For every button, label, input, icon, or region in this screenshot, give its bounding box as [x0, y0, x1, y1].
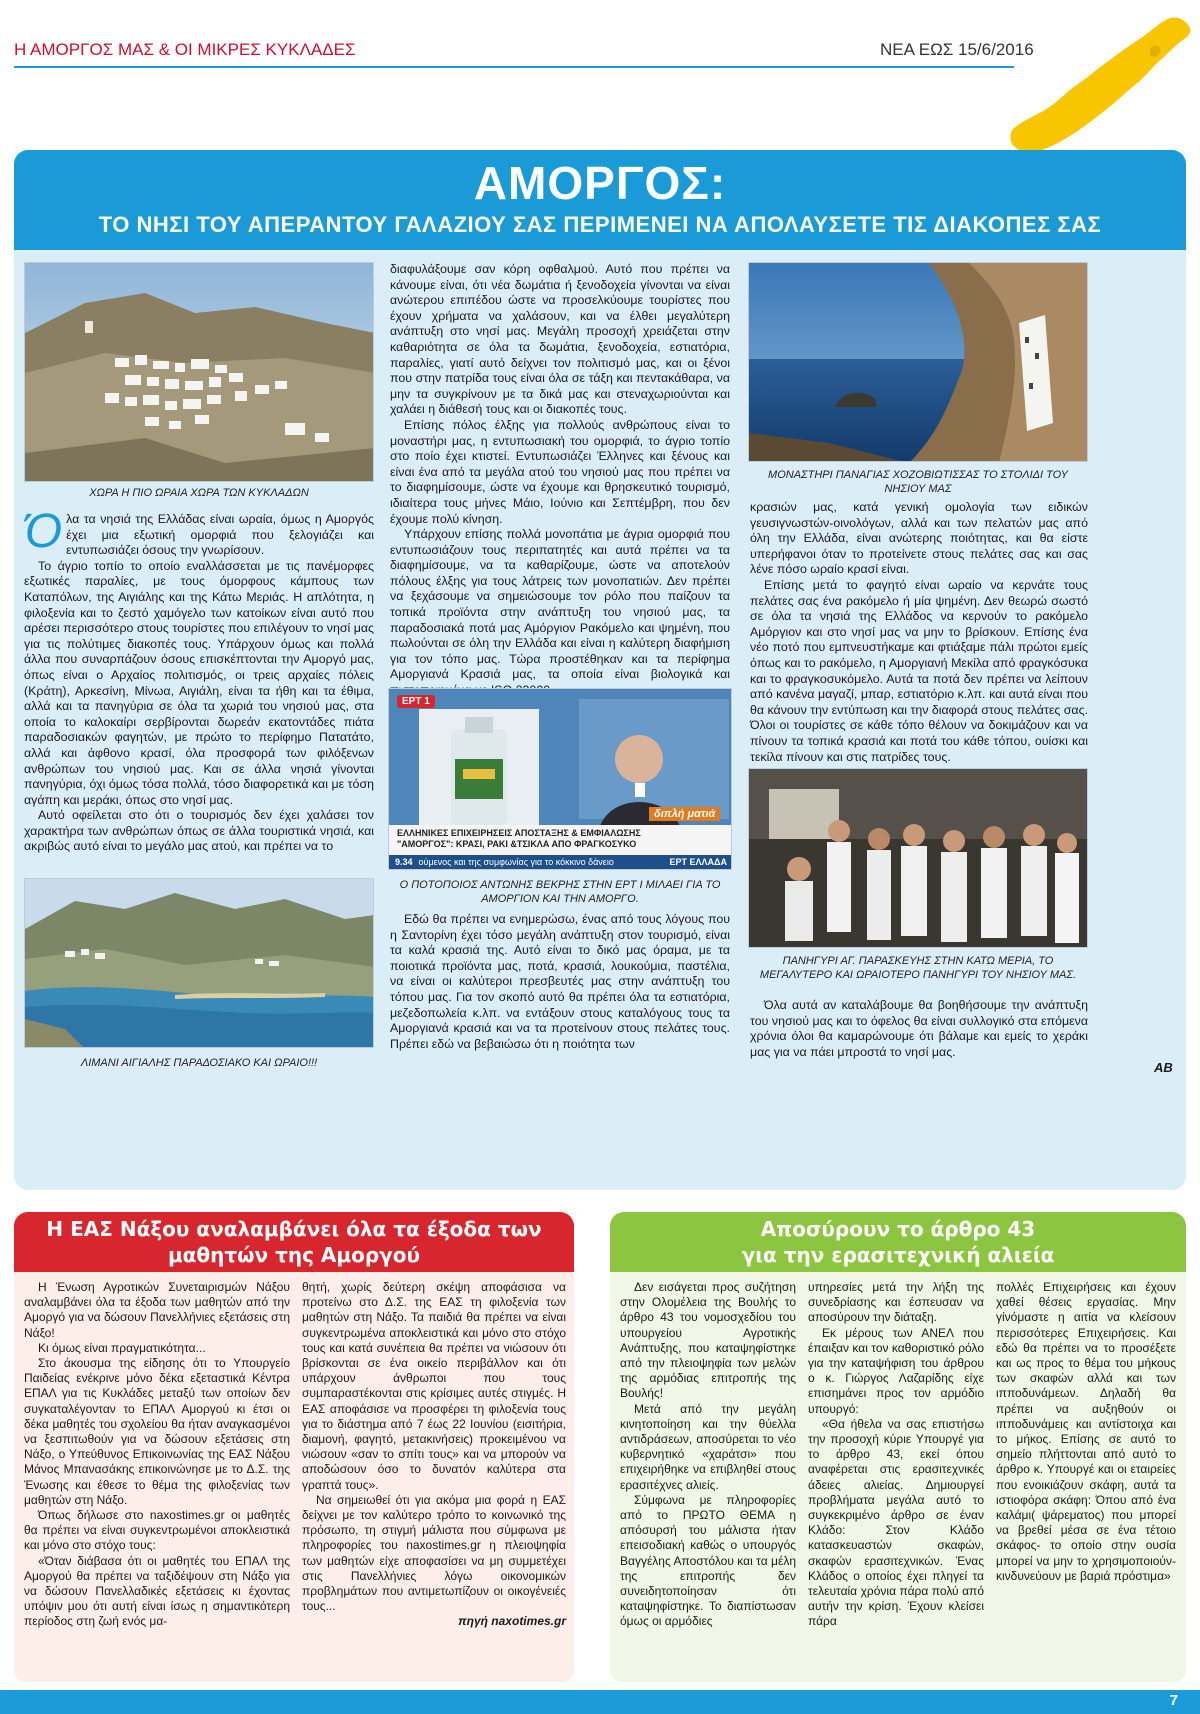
article1-title-line-1: Η ΕΑΣ Νάξου αναλαμβάνει όλα τα έξοδα των: [46, 1217, 542, 1241]
header-rule: [14, 66, 1014, 68]
feature-column-3-bottom: [750, 998, 1088, 1060]
ert-ticker-bar: [389, 855, 732, 870]
ert-ticker-line-1: ΕΛΛΗΝΙΚΕΣ ΕΠΙΧΕΙΡΗΣΕΙΣ ΑΠΟΣΤΑΞΗΣ & ΕΜΦΙΑΛΩΣΗΣ: [397, 828, 641, 838]
caption-limani: ΛΙΜΑΝΙ ΑΙΓΙΑΛΗΣ ΠΑΡΑΔΟΣΙΑΚΟ ΚΑΙ ΩΡΑΙΟ!!!: [80, 1057, 318, 1069]
col2-paragraph: Υπάρχουν επίσης πολλά μονοπάτια με άγρια ομορφιά που εντυπωσιάζουν τους περιπατητές και αυτά πρέπει να τα διαφημίσουμε, να τα καθαρίζουμε, ώστε να αποτελούν πόλους έλξης για τους λάτρεις των μονοπατιών. Δεν πρέπει να ξεχάσουμε να σημειώσουμε τον ρόλο που παίζουν τα τοπικά προϊόντα στην ανάπτυξη του νησιού μας, τα παραδοσιακά ποτά μας Αμόργιον Ρακόμελο και ψημένη, που πωλούνται σε όλη την Ελλάδα και είναι η καλύτερη διαφήμιση για τον τόπο μας. Τώρα προστέθηκαν και τα περίφημα Αμοργιανά Κρασιά μας, τα οποία είναι βιολογικά και: [390, 527, 730, 682]
article1-column-2: [302, 1280, 566, 1630]
article1-paragraph: Η Ένωση Αγροτικών Συνεταιρισμών Νάξου αναλαμβάνει όλα τα έξοδα των μαθητών από την Αμοργό για να δώσουν Πανελλήνιες εξετάσεις στη Νάξο!: [24, 1280, 290, 1340]
limani-aigialis-photo: [24, 878, 374, 1048]
page-footer-bar: [0, 1690, 1200, 1714]
article2-paragraph: υπηρεσίες μετά την λήξη της συνεδρίασης και έσπευσαν να αποσύρουν την διάταξη.: [808, 1280, 984, 1325]
article1-paragraph: Κι όμως είναι πραγματικότητα...: [38, 1340, 206, 1355]
article2-column-1: [620, 1280, 796, 1630]
page-number: 7: [1169, 1692, 1178, 1709]
article1-paragraph: «Όταν διάβασα ότι οι μαθητές του ΕΠΑΛ της Αμοργού θα πρέπει να ταξιδέψουν στη Νάξο για να δώσουν Πανελλαδικές εξετάσεις κι έχοντας υπόψιν μου ότι αυτή είναι ίσως η σημαντικότερη περίοδος στη ζωή ενός μα-: [24, 1553, 290, 1629]
caption-chora: ΧΩΡΑ Η ΠΙΟ ΩΡΑΙΑ ΧΩΡΑ ΤΩΝ ΚΥΚΛΑΔΩΝ: [89, 487, 309, 499]
feature-column-2: [390, 262, 730, 699]
col1-paragraph: Το άγριο τοπίο το οποίο εναλλάσσεται με τις πανέμορφες εξωτικές παραλίες, με τους όμορφους κάμπους των Καταπόλων, της Αιγιάλης και της Κάτω Μεριάς. Η απλότητα, η φιλοξενία και το ζεστό χαμόγελο των κατοίκων είναι αυτό που αρέσει περισσότερο στους τουρίστες που επιλέγουν το νησί μας για τις πολύτιμες διακοπές τους. Υπάρχουν όμως και πολλά άλλα που συναρπάζουν όσους επισκέπτονται την Αμοργό μας, όπως είναι ο Αρχαίος πολιτισμός, οι τρεις αρχαίες πόλεις (Κράτη), Αρκεσίνη, Μίνωα, Αιγιάλη, είναι τα ήθη και τα έθιμα, αλλά και τα πανηγύρια σε όλα τα χωριά του νησιού μας, στα οποία το καλοκαίρι σερβίρονται δωρεάν εκατοντάδες πιάτα παραδοσιακών φαγητών, με πρώτο το περίφημο Πατατάτο, αλλά και άφθονο κρασί, όλα προσφορά των φιλόξενων ανθρώπων του νησιού μας. Και σε άλλα νησιά γίνονται πανηγύρια, όχι όμως τόσα πολλά, τόσο διαφορετικά και με τόση αγάπη και μεράκι, όπως στο νησί μας.: [24, 558, 374, 807]
caption-monastiri: ΜΟΝΑΣΤΗΡΙ ΠΑΝΑΓΙΑΣ ΧΟΖΟΒΙΩΤΙΣΣΑΣ ΤΟ ΣΤΟΛΙΔΙ ΤΟΥ ΝΗΣΙΟΥ ΜΑΣ: [768, 469, 1068, 495]
ert-ticker-line-3: ούμενος και της συμφωνίας για το κόκκινο δάνειο: [418, 857, 614, 867]
article2-column-2: [808, 1280, 984, 1630]
feature-subtitle: ΤΟ ΝΗΣΙ ΤΟΥ ΑΠΕΡΑΝΤΟΥ ΓΑΛΑΖΙΟΥ ΣΑΣ ΠΕΡΙΜΕΝΕΙ ΝΑ ΑΠΟΛΑΥΣΕΤΕ ΤΙΣ ΔΙΑΚΟΠΕΣ ΣΑΣ: [98, 212, 1102, 237]
amorgos-island-map-icon: [1000, 8, 1196, 158]
header-left: [14, 40, 355, 60]
article2-headline: [610, 1212, 1186, 1272]
article1-paragraph: Όπως δήλωσε στο naxostimes.gr οι μαθητές θα πρέπει να είναι συγκεντρωμένοι αποκλειστικά και μόνο στο στόχο τους:: [24, 1508, 290, 1553]
feature-banner: [14, 150, 1186, 250]
article1-paragraph: Στο άκουσμα της είδησης ότι το Υπουργείο Παιδείας ενέκρινε μόνο δέκα εξεταστικά Κέντρα ΕΠΑΛ για τις Κυκλάδες μεταξύ των οποίων δεν συγκαταλέγονταν το ΕΠΑΛ Αμοργού κι έτσι οι δέκα μαθητές του σχολείου θα ήταν αναγκασμένοι να ξεσπιτωθούν για να δώσουν εξετάσεις στη Νάξο, ο Υπεύθυνος Επικοινωνίας της ΕΑΣ Νάξου Μάνος Μπανασάκης επικοινώνησε με το Δ.Σ. της Ένωσης και έθεσε το θέμα της φιλοξενίας των μαθητών στη Νάξο.: [24, 1356, 290, 1507]
col1-paragraph: Αυτό οφείλεται στο ότι ο τουρισμός δεν έχει χαλάσει τον χαρακτήρα των ανθρώπων όπως σε άλλα τουριστικά νησιά, και ακριβώς αυτό είναι το μεγάλο μας ατού, και πρέπει να το: [24, 808, 374, 854]
header-section: & ΟΙ ΜΙΚΡΕΣ ΚΥΚΛΑΔΕΣ: [158, 40, 356, 59]
chora-photo: [24, 262, 374, 482]
article2-paragraph: Δεν εισάγεται προς συζήτηση στην Ολομέλεια της Βουλής το άρθρο 43 του νομοσχεδίου του υπουργείου Αγροτικής Ανάπτυξης, που καταψηφίστηκε από την πλειοψηφία των μελών της αρμόδιας επιτροπής της Βουλής!: [620, 1280, 796, 1401]
col3-paragraph: κρασιών μας, κατά γενική ομολογία των ειδικών γευσιγνωστών-οινολόγων, αλλά και των πελατών μας από όλη την Ελλάδα, είναι ανώτερης ποιότητας, και θα είστε υπερήφανοι όταν το προτείνετε στους πελάτες σας και σας λένε πόσο ωραίο κρασί είναι.: [750, 500, 1088, 577]
feature-column-2-bottom: [390, 912, 730, 1052]
feature-title: ΑΜΟΡΓΟΣ:: [473, 157, 727, 209]
col1-intro: λα τα νησιά της Ελλάδας είναι ωραία, όμως η Αμοργός έχει μια εξωτική ομορφιά που ξελογιάζει και εντυπωσιάζει όσους την γνωρίσουν.: [66, 512, 374, 558]
page-header: [0, 0, 1200, 140]
col3-paragraph: Όλα αυτά αν καταλάβουμε θα βοηθήσουμε την ανάπτυξη του νησιού μας και το όφελος θα είναι συλλογικό στα επόμενα χρόνια όλοι θα καμαρώνουμε ότι βάλαμε και εμείς το χεράκι μας για να πάει μπροστά το νησί μας.: [750, 998, 1088, 1059]
header-paper-name: Η ΑΜΟΡΓΟΣ ΜΑΣ: [14, 40, 154, 59]
col3-paragraph: Επίσης μετά το φαγητό είναι ωραίο να κερνάτε τους πελάτες σας ένα ρακόμελο ή μία ψημένη. Δεν θεωρώ σωστό σε όλα τα νησιά της Ελλάδος να κερνούν το ρακόμελο Αμόργιον και στο νησί μας να μην το βρίσκουν. Επίσης ένα νέο ποτό που εμπνευστήκαμε και φτιάξαμε πάλι πρώτοι εμείς όπως και το ρακόμελο, η Αμοργιανή Μεκίλα από φραγκόσυκα και το φραγκοσυκόμελο. Αυτά τα ποτά δεν πρέπει να λείπουν από κανένα μαγαζί, μπαρ, εστιατόριο κ.λπ. και αυτά είναι που θα κάνουν την εντύπωση και την διαφορά στους πελάτες σας. Όλοι οι τουρίστες σε κάθε τόπο θέλουν να δοκιμάζουν και να πίνουν τα τοπικά κρασιά και ποτά του κάθε τόπου, ουίσκι και τεκίλα πίνουν και στις πατρίδες τους.: [750, 577, 1089, 764]
col2-paragraph: Επίσης πόλος έλξης για πολλούς ανθρώπους είναι το μοναστήρι μας, η εντυπωσιακή του ομορφιά, το άγριο τοπίο στο ποίο έχει κτιστεί. Εντυπωσιάζει Έλληνες και ξένους και είναι ένα από τα μεγάλα ατού του νησιού μας που πρέπει να το διαφημίσουμε, ώστε να έχουμε και θρησκευτικό τουρισμό, ιδιαίτερα τους μήνες Μάιο, Ιούνιο και Σεπτέμβρη, που δεν έχουμε πολύ κίνηση.: [390, 417, 730, 526]
dropcap-letter: Ό: [24, 505, 63, 558]
article2-paragraph: Μετά από την μεγάλη κινητοποίηση και την θύελλα αντιδράσεων, αποσύρεται το νέο κυβερνητικό «χαράτσι» που επιχειρήθηκε να επιβληθεί στους ερασιτέχνες αλιείς.: [620, 1401, 796, 1492]
ert-brand: ΕΡΤ ΕΛΛΑΔΑ: [669, 857, 727, 867]
article1-column-1: [24, 1280, 290, 1630]
article1-paragraph: Να σημειωθεί ότι για ακόμα μια φορά η ΕΑΣ δείχνει με τον καλύτερο τρόπο το κοινωνικό της πρόσωπο, τη στιγμή μάλιστα που σύμφωνα με πληροφορίες του naxostimes.gr η πλειοψηφία των μαθητών είχε αποφασίσει να μη συμμετέχει στις Πανελλήνιες λόγω οικονομικών προβλημάτων που αντιμετωπίζουν οι οικογένειές τους...: [302, 1492, 566, 1614]
caption-panigyri: ΠΑΝΗΓΥΡΙ ΑΓ. ΠΑΡΑΣΚΕΥΗΣ ΣΤΗΝ ΚΑΤΩ ΜΕΡΙΑ, ΤΟ ΜΕΓΑΛΥΤΕΡΟ ΚΑΙ ΩΡΑΙΟΤΕΡΟ ΠΑΝΗΓΥΡΙ ΤΟΥ ΝΗΣΙΟΥ ΜΑΣ.: [759, 955, 1077, 981]
ert-show-name: διπλή ματιά: [649, 807, 720, 821]
ert-ticker-line-2: "ΑΜΟΡΓΟΣ": ΚΡΑΣΙ, ΡΑΚΙ &ΤΣΙΚΛΑ ΑΠΟ ΦΡΑΓΚΟΣΥΚΟ: [397, 839, 637, 849]
article2-paragraph: «Θα ήθελα να σας επιστήσω την προσοχή κύριε Υπουργέ για το άρθρο 43, εκεί όπου αναφέρεται στις ερασιτεχνικές άδειες αλιείας. Δημιουργεί προβλήματα μεγάλα αυτό το συγκεκριμένο άρθρο σε έναν Κλάδο: Στον Κλάδο κατασκευαστών σκαφών, σκαφών ερασιτεχνικών. Ένας Κλάδος ο οποίος έχει πληγεί τα τελευταία χρόνια πάρα πολύ από αυτήν την κρίση. Έχουν κλείσει πάρα: [808, 1416, 984, 1629]
article1-title-line-2: μαθητών της Αμοργού: [167, 1243, 421, 1267]
header-issue-date: ΝΕΑ ΕΩΣ 15/6/2016: [880, 40, 1034, 59]
article1-paragraph: θητή, χωρίς δεύτερη σκέψη αποφάσισα να προτείνω στο Δ.Σ. της ΕΑΣ τη φιλοξενία των μαθητών στη Νάξο. Τα παιδιά θα πρέπει να είναι συγκεντρωμένα αποκλειστικά και μόνο στο στόχο τους και κατά συνέπεια θα πρέπει να νιώσουν ότι βρίσκονται σε ένα οικείο περιβάλλον και ότι υπάρχουν άνθρωποι που τους συμπαραστέκονται στις κρίσιμες αυτές στιγμές. Η ΕΑΣ αποφάσισε να προσφέρει τη φιλοξενία τους για το διάστημα από 7 έως 22 Ιουνίου (εισιτήρια, διαμονή, φαγητό, μετακινήσεις) προκειμένου να νιώσουν «σαν το σπίτι τους» και να μπορούν να αποδώσουν όσο το δυνατόν καλύτερα στα γραπτά τους».: [302, 1280, 566, 1492]
ert-lower-third: [389, 825, 732, 870]
signature: ΑΒ: [1154, 1060, 1173, 1075]
caption-ert: Ο ΠΟΤΟΠΟΙΟΣ ΑΝΤΩΝΗΣ ΒΕΚΡΗΣ ΣΤΗΝ ΕΡΤ Ι ΜΙΛΑΕΙ ΓΙΑ ΤΟ ΑΜΟΡΓΙΟΝ ΚΑΙ ΤΗΝ ΑΜΟΡΓΟ.: [399, 879, 721, 905]
feature-column-3: [750, 500, 1088, 765]
article1-headline: [14, 1212, 574, 1272]
article2-paragraph: Σύμφωνα με πληροφορίες από το ΠΡΩΤΟ ΘΕΜΑ η απόσυρσή του μάλιστα ήταν επεισοδιακή καθώς ο υπουργός Βαγγέλης Αποστόλου και τα μέλη της επιτροπής δεν συνειδητοποίησαν ότι καταψηφίστηκε. Το διαπίστωσαν όμως οι αρμόδιες: [620, 1492, 796, 1629]
col2-paragraph: διαφυλάξουμε σαν κόρη οφθαλμού. Αυτό που πρέπει να κάνουμε είναι, ότι νέα δωμάτια ή ξενοδοχεία γίνονται να είναι ανώτερου επιπέδου ώστε να προσελκύουμε τουρίστες που έχουν χρήματα να χαλάσουν, και να έλθει μεγαλύτερη ανάπτυξη στο νησί μας. Μεγάλη προσοχή χρειάζεται στην καθαριότητα σε όλα τα δωμάτια, ξενοδοχεία, εστιατόρια, παραλίες, γιατί αυτό δείχνει τον πολιτισμό μας, και οι ξένοι που στην πατρίδα τους είναι όλα σε τάξη και πεντακάθαρα, να μην τα συγκρίνουν με τα δικά μας και στεναχωριούνται και χαλάει η διάθεσή τους και οι διακοπές τους.: [390, 262, 730, 417]
monastery-hozoviotissa-photo: [748, 262, 1088, 462]
feature-column-1: [24, 505, 374, 855]
article2-title-line-2: για την ερασιτεχνική αλιεία: [741, 1243, 1055, 1267]
panigyri-photo: [748, 768, 1088, 948]
ert-tv-screenshot: [388, 688, 732, 870]
ert-clock: 9.34: [395, 857, 413, 867]
article2-paragraph: πολλές Επιχειρήσεις και έχουν χαθεί θέσεις εργασίας. Μην γίνόμαστε η αιτία να κλείσουν περισσότερες Επιχειρήσεις. Και εδώ θα πρέπει να το προσέξετε και ως προς το θέμα του μήκους των σκαφών αλλά και των ιπποδυνάμεων. Δηλαδή θα πρέπει να αυξηθούν οι ιπποδυνάμεις και αντίστοιχα και το μήκος. Επίσης σε αυτό το σημείο πλήττονται από αυτό το άρθρο κ. Υπουργέ και οι εταιρείες που ενοικιάζουν σκάφη, αυτά τα ιστιοφόρα σκάφη: Όπου από ένα καλάμι( ψάρεματος) που μπορεί να βρεθεί μέσα σε ένα τέτοιο σκάφος- το οποίο στην ουσία μπορεί να μην το χρησιμοποιούν- κινδυνεύουν με βαριά πρόστιμα»: [996, 1280, 1176, 1583]
article2-title-line-1: Αποσύρουν το άρθρο 43: [760, 1217, 1036, 1241]
article1-source: πηγή naxotimes.gr: [458, 1614, 566, 1629]
ert-logo: ΕΡΤ 1: [397, 695, 435, 708]
article2-column-3: [996, 1280, 1176, 1584]
col2-paragraph: Εδώ θα πρέπει να ενημερώσω, ένας από τους λόγους που η Σαντορίνη έχει τόσο μεγάλη ανάπτυξη στον τουρισμό, είναι τα καλά κρασιά της. Αυτό είναι το δικό μας όραμα, με τα ποιοτικά προϊόντα μας, ποτά, κρασιά, λουκούμια, παστέλια, να είναι οι καλύτεροι πρεσβευτές μας στην ανάπτυξη του τόπου μας. Για τον σκοπό αυτό θα πρέπει όλα τα εστιατόρια, μεζεδοπωλεία κ.λπ. να εντάξουν στους καταλόγους τους τα Αμοργιανά κρασιά και να τα προτείνουν στους πελάτες τους. Πρέπει εδώ να βεβαιώσω ότι η ποιότητα των: [390, 912, 730, 1051]
article2-paragraph: Εκ μέρους των ΑΝΕΛ που έπαιξαν και τον καθοριστικό ρόλο για την καταψήφιση του άρθρου ο κ. Γιώργος Λαζαρίδης είχε επισημάνει προς τον αρμόδιο υπουργό:: [808, 1325, 984, 1416]
